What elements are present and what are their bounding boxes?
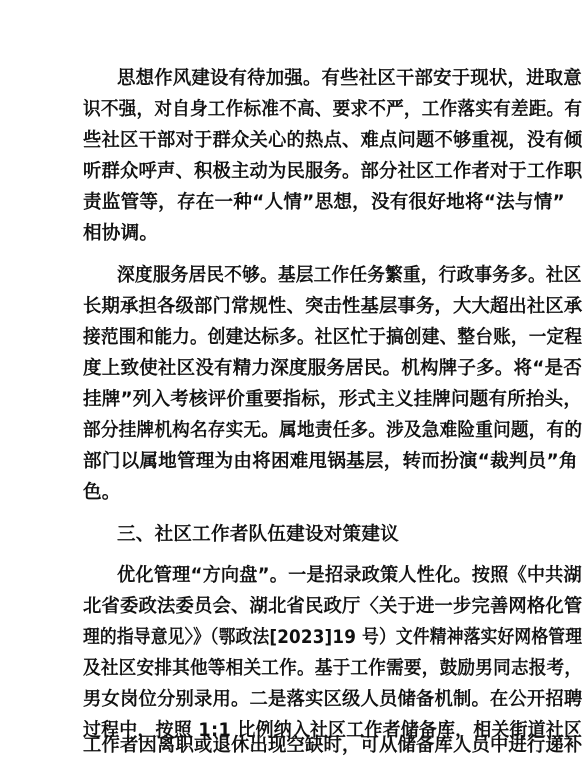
text-line: 及社区安排其他等相关工作。基于工作需要，鼓励男同志报考， (83, 658, 583, 679)
text-line: 些社区干部对于群众关心的热点、难点问题不够重视，没有倾 (83, 130, 583, 151)
text-line: 思想作风建设有待加强。有些社区干部安于现状，进取意 (117, 68, 582, 89)
text-line: 优化管理“方向盘”。一是招录政策人性化。按照《中共湖 (117, 565, 582, 586)
text-line: 度上致使社区没有精力深度服务居民。机构牌子多。将“是否 (83, 358, 583, 379)
text-line: 部分挂牌机构名存实无。属地责任多。涉及急难险重问题，有的 (83, 420, 583, 441)
text-line: 男女岗位分别录用。二是落实区级人员储备机制。在公开招聘 (83, 689, 583, 710)
text-line: 部门以属地管理为由将困难甩锅基层，转而扮演“裁判员”角 (83, 451, 578, 472)
text-line: 长期承担各级部门常规性、突击性基层事务，大大超出社区承 (83, 296, 583, 317)
text-line: 过程中，按照 1:1 比例纳入社区工作者储备库，相关街道社区 (83, 720, 583, 741)
text-line: 色。 (83, 482, 121, 503)
text-line: 挂牌”列入考核评价重要指标，形式主义挂牌问题有所抬头， (83, 389, 583, 410)
text-line: 责监管等，存在一种“人情”思想，没有很好地将“法与情” (83, 192, 565, 213)
text-line: 接范围和能力。创建达标多。社区忙于搞创建、整台账，一定程 (83, 327, 583, 348)
heading-text: 三、社区工作者队伍建设对策建议 (117, 524, 399, 545)
text-line: 工作者因离职或退休出现空缺时，可从储备库人员中进行递补 (83, 735, 583, 756)
text-line: 理的指导意见〉》（鄂政法[2023]19 号）文件精神落实好网格管理 (83, 627, 583, 648)
text-line: 北省委政法委员会、湖北省民政厅〈关于进一步完善网格化管 (83, 596, 583, 617)
text-line: 识不强，对自身工作标准不高、要求不严，工作落实有差距。有 (83, 99, 583, 120)
text-line: 相协调。 (83, 223, 159, 244)
text-line: 深度服务居民不够。基层工作任务繁重，行政事务多。社区 (117, 265, 582, 286)
text-line: 听群众呼声、积极主动为民服务。部分社区工作者对于工作职 (83, 161, 583, 182)
